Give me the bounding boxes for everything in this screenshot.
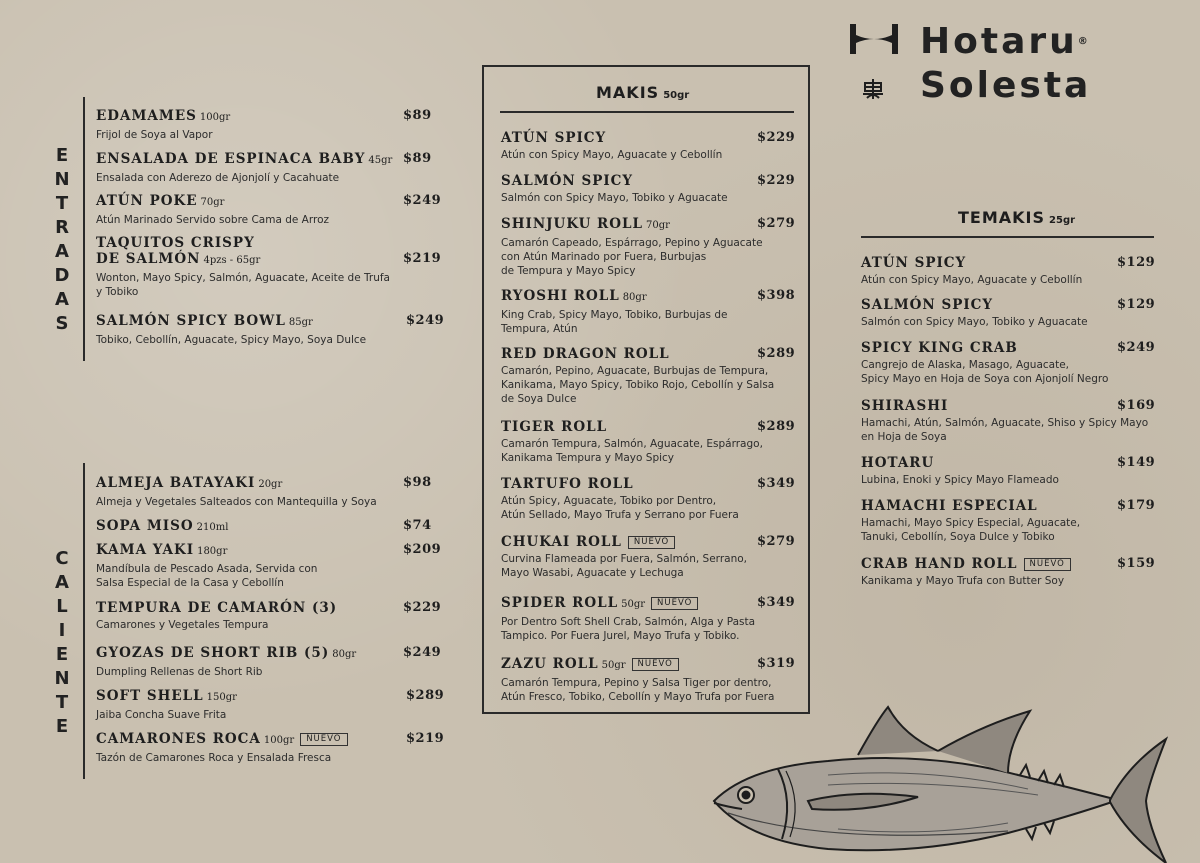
vertical-letter: A [55,241,69,262]
hotaru-logo-icon [848,22,900,56]
new-badge: NUEVO [651,597,698,610]
menu-item: RED DRAGON ROLL Camarón, Pepino, Aguacate, Burbujas de Tempura, Kanikama, Mayo Spicy, Tobiko Rojo, Cebollín y Salsa de Soya Dulce [501,346,775,405]
menu-item: CAMARONES ROCA 100gr NUEVO Tazón de Camarones Roca y Ensalada Fresca [96,731,348,765]
menu-item: SPIDER ROLL 50gr NUEVO Por Dentro Soft Shell Crab, Salmón, Alga y Pasta Tampico. Por Fuera Jurel, Mayo Trufa y Tobiko. [501,595,756,642]
vertical-letter: T [55,692,69,713]
menu-item: SOFT SHELL 150gr Jaiba Concha Suave Frita [96,688,237,721]
temakis-title: TEMAKIS 25gr [958,208,1076,227]
menu-item: ZAZU ROLL 50gr NUEVO Camarón Tempura, Pepino y Salsa Tiger por dentro, Atún Fresco, Tobiko, Cebollín y Mayo Trufa por Fuera [501,656,775,703]
makis-title: MAKIS 50gr [596,83,690,102]
item-price: $74 [403,518,432,533]
menu-item: SPICY KING CRAB Cangrejo de Alaska, Masago, Aguacate, Spicy Mayo en Hoja de Soya con Ajonjolí Negro [861,340,1109,385]
new-badge: NUEVO [628,536,675,549]
menu-item: CRAB HAND ROLL NUEVO Kanikama y Mayo Trufa con Butter Soy [861,556,1071,588]
menu-item: KAMA YAKI 180gr Mandíbula de Pescado Asada, Servida con Salsa Especial de la Casa y Cebollín [96,542,318,589]
menu-item: RYOSHI ROLL 80gr King Crab, Spicy Mayo, Tobiko, Burbujas de Tempura, Atún [501,288,728,335]
item-price: $89 [403,108,432,123]
item-price: $249 [403,645,442,660]
item-price: $289 [757,419,796,434]
menu-item: EDAMAMES 100gr Frijol de Soya al Vapor [96,108,231,141]
vertical-letter: T [55,193,69,214]
menu-item: TIGER ROLL Camarón Tempura, Salmón, Aguacate, Espárrago, Kanikama Tempura y Mayo Spicy [501,419,763,464]
item-price: $249 [403,193,442,208]
caliente-divider [83,463,85,779]
vertical-letter: E [55,644,69,665]
kanji-seal-icon [862,78,884,100]
menu-item: ATÚN SPICY Atún con Spicy Mayo, Aguacate y Cebollín [501,130,723,161]
tuna-fish-illustration-icon [708,705,1168,863]
vertical-letter: N [54,169,70,190]
menu-item: ATÚN SPICY Atún con Spicy Mayo, Aguacate y Cebollín [861,255,1083,286]
item-price: $129 [1117,297,1156,312]
item-price: $229 [757,173,796,188]
caliente-vertical-label [52,547,72,739]
item-price: $289 [757,346,796,361]
vertical-letter: L [56,596,68,617]
menu-item: SALMÓN SPICY Salmón con Spicy Mayo, Tobiko y Aguacate [501,173,728,204]
menu-item: GYOZAS DE SHORT RIB (5) 80gr Dumpling Rellenas de Short Rib [96,645,357,678]
item-price: $398 [757,288,796,303]
menu-item: ENSALADA DE ESPINACA BABY 45gr Ensalada con Aderezo de Ajonjolí y Cacahuate [96,151,393,184]
vertical-letter: E [55,145,69,166]
vertical-letter: A [55,572,69,593]
temakis-title-underline [861,236,1154,238]
menu-item: SHIRASHI Hamachi, Atún, Salmón, Aguacate, Shiso y Spicy Mayo en Hoja de Soya [861,398,1149,443]
menu-item: CHUKAI ROLL NUEVO Curvina Flameada por Fuera, Salmón, Serrano, Mayo Wasabi, Aguacate y Lechuga [501,534,747,579]
item-price: $89 [403,151,432,166]
menu-item: TEMPURA DE CAMARÓN (3) Camarones y Vegetales Tempura [96,600,338,631]
menu-item: SHINJUKU ROLL 70gr Camarón Capeado, Espárrago, Pepino y Aguacate con Atún Marinado por Fuera, Burbujas de Tempura y Mayo Spicy [501,216,763,277]
item-price: $179 [1117,498,1156,513]
menu-item: HAMACHI ESPECIAL Hamachi, Mayo Spicy Especial, Aguacate, Tanuki, Cebollín, Soya Dulce y Tobiko [861,498,1081,543]
item-price: $349 [757,595,796,610]
vertical-letter: A [55,289,69,310]
menu-item: SALMÓN SPICY Salmón con Spicy Mayo, Tobiko y Aguacate [861,297,1088,328]
vertical-letter: E [55,716,69,737]
item-price: $229 [403,600,442,615]
item-price: $219 [406,731,445,746]
item-price: $129 [1117,255,1156,270]
item-price: $169 [1117,398,1156,413]
item-price: $149 [1117,455,1156,470]
item-price: $319 [757,656,796,671]
entradas-divider [83,97,85,361]
vertical-letter: I [58,620,66,641]
menu-item: ALMEJA BATAYAKI 20gr Almeja y Vegetales Salteados con Mantequilla y Soya [96,475,377,508]
entradas-vertical-label [52,144,72,336]
new-badge: NUEVO [1024,558,1071,571]
new-badge: NUEVO [632,658,679,671]
menu-item: TARTUFO ROLL Atún Spicy, Aguacate, Tobiko por Dentro, Atún Sellado, Mayo Trufa y Serrano por Fuera [501,476,739,521]
menu-item: HOTARU Lubina, Enoki y Spicy Mayo Flameado [861,455,1059,486]
menu-item: ATÚN POKE 70gr Atún Marinado Servido sobre Cama de Arroz [96,193,330,226]
makis-title-underline [500,111,794,113]
item-price: $249 [1117,340,1156,355]
item-price: $209 [403,542,442,557]
vertical-letter: C [55,548,69,569]
vertical-letter: R [55,217,69,238]
menu-item: SALMÓN SPICY BOWL 85gr Tobiko, Cebollín, Aguacate, Spicy Mayo, Soya Dulce [96,313,367,346]
item-price: $289 [406,688,445,703]
brand-name-line2: Solesta [920,65,1092,106]
item-price: $159 [1117,556,1156,571]
item-price: $279 [757,216,796,231]
item-price: $279 [757,534,796,549]
item-price: $229 [757,130,796,145]
brand-name-line1: Hotaru® [920,21,1088,62]
menu-item: TAQUITOS CRISPY DE SALMÓN 4pzs - 65gr Wonton, Mayo Spicy, Salmón, Aguacate, Aceite de Trufa y Tobiko [96,235,390,298]
item-price: $98 [403,475,432,490]
vertical-letter: N [54,668,70,689]
new-badge: NUEVO [300,733,347,746]
menu-item: SOPA MISO 210ml [96,518,229,534]
item-price: $249 [406,313,445,328]
vertical-letter: S [55,313,69,334]
vertical-letter: D [54,265,70,286]
item-price: $219 [403,251,442,266]
item-price: $349 [757,476,796,491]
